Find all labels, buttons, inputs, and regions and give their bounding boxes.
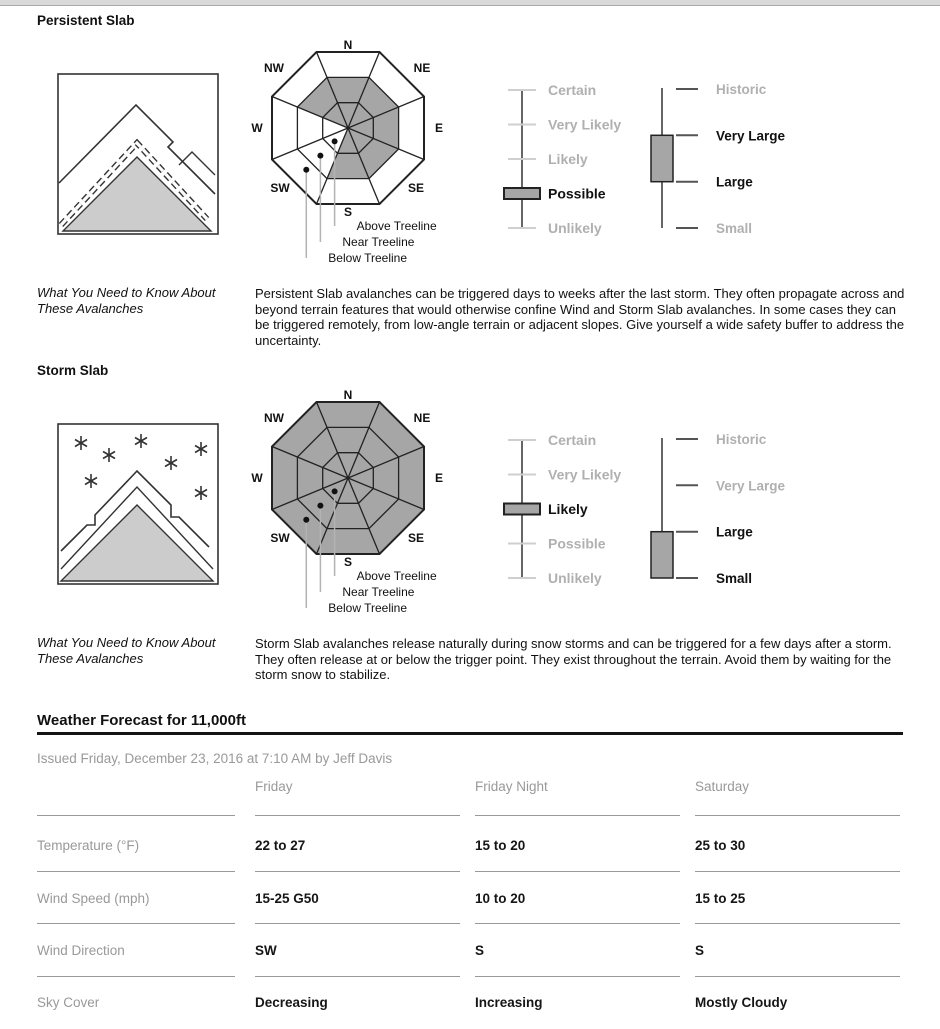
problem-description: Persistent Slab avalanches can be triggered days to weeks after the last storm. They often propagate across and beyond terrain features that would otherwise confine Wind and Storm Slab avalanches. In some cases they can be triggered remotely, from low-angle terrain or adjacent slopes. Give yourself a wide safety buffer to address the uncertainty. [255, 286, 905, 348]
compass-label: SE [407, 181, 425, 195]
likelihood-level-label: Very Likely [548, 466, 622, 483]
compass-label: NW [264, 411, 284, 425]
size-level-label: Small [716, 571, 753, 586]
cell-value: Decreasing [255, 995, 328, 1010]
likelihood-level-label: Likely [548, 501, 588, 517]
elevation-label: Near Treeline [342, 585, 415, 599]
cell-value: 22 to 27 [255, 838, 306, 853]
elevation-dot [303, 517, 309, 523]
compass-label: E [434, 471, 444, 485]
likelihood-level-label: Certain [548, 432, 597, 448]
column-header-friday-night: Friday Night [475, 779, 548, 794]
persistent-slab-illustration [57, 73, 219, 240]
cell-value: SW [255, 943, 277, 958]
weather-title: Weather Forecast for 11,000ft [37, 712, 246, 729]
likelihood-level-label: Unlikely [548, 220, 602, 236]
size-svg [635, 75, 875, 245]
top-scroll-strip [0, 0, 940, 6]
cell-value: 15 to 25 [695, 891, 746, 906]
column-header-friday: Friday [255, 779, 293, 794]
row-divider [255, 871, 460, 872]
elevation-label: Above Treeline [356, 219, 437, 233]
compass-label: NE [413, 411, 431, 425]
size-scale [635, 75, 875, 250]
likelihood-level-label: Possible [548, 185, 606, 202]
size-level-label: Very Large [716, 128, 786, 144]
compass-label: W [251, 121, 263, 135]
compass-label: N [343, 388, 353, 402]
weather-title-rule [37, 732, 903, 735]
size-level-label: Historic [716, 432, 767, 447]
cell-value: S [695, 943, 705, 958]
cell-value: Increasing [475, 995, 543, 1010]
likelihood-marker [504, 504, 540, 515]
row-divider [475, 976, 680, 977]
likelihood-level-label: Certain [548, 82, 597, 98]
row-divider [255, 923, 460, 924]
issued-line: Issued Friday, December 23, 2016 at 7:10 AM by Jeff Davis [37, 751, 393, 766]
row-divider [475, 871, 680, 872]
know-label: What You Need to Know About These Avalanches [37, 285, 216, 316]
row-label: Temperature (°F) [37, 838, 140, 853]
compass-label: SE [407, 531, 425, 545]
elevation-dot [317, 503, 323, 509]
compass-label: SW [270, 181, 290, 195]
likelihood-level-label: Possible [548, 535, 606, 552]
header-divider [255, 815, 460, 816]
elevation-label: Near Treeline [342, 235, 415, 249]
header-divider [37, 815, 235, 816]
row-divider [37, 923, 235, 924]
header-divider [695, 815, 900, 816]
problem-description: Storm Slab avalanches release naturally during snow storms and can be triggered for a few days after a storm. They often release at or below the trigger point. They exist throughout the terrain. Avoid them by waiting for the storm snow to stabilize. [255, 636, 892, 683]
compass-label: S [343, 555, 353, 569]
header-divider [475, 815, 680, 816]
aspect-elevation-rose [240, 386, 460, 629]
row-divider [695, 976, 900, 977]
column-header-saturday: Saturday [695, 779, 750, 794]
size-level-label: Large [716, 524, 753, 540]
row-divider [37, 976, 235, 977]
size-range-box [651, 135, 673, 181]
elevation-label: Below Treeline [328, 251, 408, 265]
row-divider [695, 871, 900, 872]
elevation-dot [332, 488, 338, 494]
row-divider [695, 923, 900, 924]
row-divider [37, 871, 235, 872]
cell-value: 25 to 30 [695, 838, 746, 853]
compass-label: E [434, 121, 444, 135]
size-svg [635, 425, 875, 595]
elevation-dot [332, 138, 338, 144]
row-label: Wind Speed (mph) [37, 891, 150, 906]
compass-label: SW [270, 531, 290, 545]
cell-value: 15 to 20 [475, 838, 526, 853]
rose-svg [240, 386, 460, 624]
compass-label: W [251, 471, 263, 485]
compass-label: N [343, 38, 353, 52]
compass-label: NW [264, 61, 284, 75]
elevation-label: Below Treeline [328, 601, 408, 615]
storm-slab-illustration [57, 423, 219, 590]
problem-title: Storm Slab [37, 363, 109, 378]
row-divider [255, 976, 460, 977]
size-level-label: Very Large [716, 478, 786, 494]
size-level-label: Historic [716, 82, 767, 97]
size-scale [635, 425, 875, 600]
problem-title: Persistent Slab [37, 13, 135, 28]
compass-label: NE [413, 61, 431, 75]
rose-svg [240, 36, 460, 274]
cell-value: 15-25 G50 [255, 891, 319, 906]
size-level-label: Large [716, 174, 753, 190]
cell-value: Mostly Cloudy [695, 995, 788, 1010]
cell-value: S [475, 943, 485, 958]
elevation-dot [317, 153, 323, 159]
row-divider [475, 923, 680, 924]
aspect-elevation-rose [240, 36, 460, 279]
elevation-label: Above Treeline [356, 569, 437, 583]
elevation-dot [303, 167, 309, 173]
know-label: What You Need to Know About These Avalanches [37, 635, 216, 666]
row-label: Sky Cover [37, 995, 100, 1010]
row-label: Wind Direction [37, 943, 125, 958]
cell-value: 10 to 20 [475, 891, 526, 906]
size-range-box [651, 532, 673, 578]
likelihood-marker [504, 188, 540, 199]
likelihood-level-label: Very Likely [548, 116, 622, 133]
likelihood-level-label: Likely [548, 151, 588, 167]
size-level-label: Small [716, 221, 753, 236]
likelihood-level-label: Unlikely [548, 570, 602, 586]
compass-label: S [343, 205, 353, 219]
